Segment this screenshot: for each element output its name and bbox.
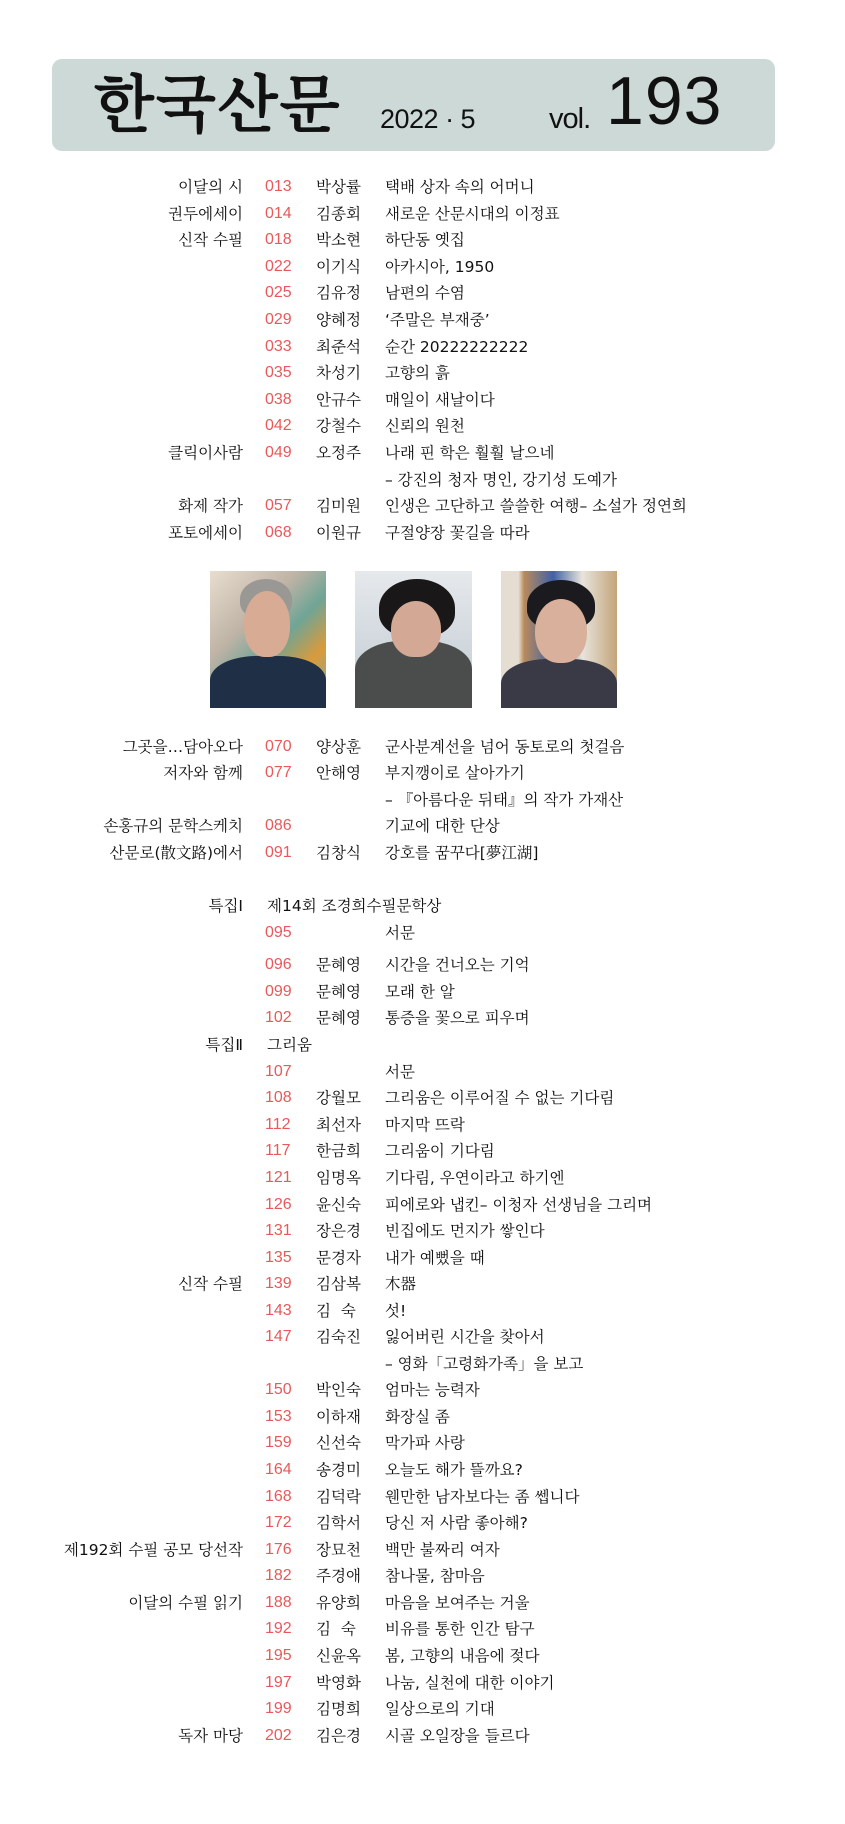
toc-subtitle-row bbox=[0, 788, 845, 812]
toc-author: 박영화 bbox=[316, 1674, 361, 1692]
toc-author: 주경애 bbox=[316, 1567, 361, 1585]
toc-author: 이원규 bbox=[316, 524, 361, 542]
toc-author: 박소현 bbox=[316, 231, 361, 249]
toc-row[interactable] bbox=[0, 414, 845, 438]
toc-page-number: 029 bbox=[265, 311, 292, 328]
toc-title: 빈집에도 먼지가 쌓인다 bbox=[385, 1222, 545, 1240]
toc-page-number: 176 bbox=[265, 1541, 292, 1558]
issue-date: 2022 · 5 bbox=[380, 104, 476, 134]
toc-title: 나래 핀 학은 훨훨 날으네 bbox=[385, 444, 555, 462]
toc-row[interactable] bbox=[0, 335, 845, 359]
toc-page-number: 035 bbox=[265, 364, 292, 381]
toc-author: 최준석 bbox=[316, 338, 361, 356]
toc-row[interactable] bbox=[0, 1060, 845, 1084]
toc-row[interactable] bbox=[0, 1139, 845, 1163]
toc-title: 봄, 고향의 내음에 젖다 bbox=[385, 1647, 540, 1665]
toc-page-number: 150 bbox=[265, 1381, 292, 1398]
toc-title: 강호를 꿈꾸다[夢江湖] bbox=[385, 844, 539, 862]
toc-page-number: 042 bbox=[265, 417, 292, 434]
toc-row[interactable] bbox=[0, 841, 845, 865]
toc-page-number: 049 bbox=[265, 444, 292, 461]
toc-row[interactable] bbox=[0, 494, 845, 518]
toc-row[interactable] bbox=[0, 441, 845, 465]
toc-title: 참나물, 참마음 bbox=[385, 1567, 485, 1585]
toc-author: 강월모 bbox=[316, 1089, 361, 1107]
toc-row[interactable] bbox=[0, 1538, 845, 1562]
toc-author: 김덕락 bbox=[316, 1488, 361, 1506]
toc-row[interactable] bbox=[0, 1246, 845, 1270]
toc-page-number: 164 bbox=[265, 1461, 292, 1478]
toc-title: 구절양장 꽃길을 따라 bbox=[385, 524, 530, 542]
toc-title: 서문 bbox=[385, 1063, 415, 1081]
toc-author: 장묘천 bbox=[316, 1541, 361, 1559]
toc-row[interactable] bbox=[0, 1644, 845, 1668]
toc-title: 당신 저 사람 좋아해? bbox=[385, 1514, 528, 1532]
toc-title: 마지막 뜨락 bbox=[385, 1116, 465, 1134]
toc-page-number: 070 bbox=[265, 738, 292, 755]
toc-row[interactable] bbox=[0, 1671, 845, 1695]
toc-page-number: 038 bbox=[265, 391, 292, 408]
toc-category: 포토에세이 bbox=[168, 524, 243, 542]
toc-row[interactable] bbox=[0, 1219, 845, 1243]
toc-author: 박인숙 bbox=[316, 1381, 361, 1399]
toc-author: 오정주 bbox=[316, 444, 361, 462]
toc-page-number: 168 bbox=[265, 1488, 292, 1505]
toc-title: 기교에 대한 단상 bbox=[385, 817, 500, 835]
toc-row[interactable] bbox=[0, 1564, 845, 1588]
toc-title: 순간 20222222222 bbox=[385, 338, 529, 356]
toc-title: 모래 한 알 bbox=[385, 983, 455, 1001]
toc-row[interactable] bbox=[0, 761, 845, 785]
toc-title: 군사분계선을 넘어 동토로의 첫걸음 bbox=[385, 738, 625, 756]
toc-author: 김은경 bbox=[316, 1727, 361, 1745]
toc-title: 고향의 흙 bbox=[385, 364, 450, 382]
toc-title: 마음을 보여주는 거울 bbox=[385, 1594, 530, 1612]
toc-title: 하단동 옛집 bbox=[385, 231, 465, 249]
toc-page-number: 192 bbox=[265, 1620, 292, 1637]
toc-author: 임명옥 bbox=[316, 1169, 361, 1187]
toc-title: 남편의 수염 bbox=[385, 284, 465, 302]
toc-row[interactable] bbox=[0, 1591, 845, 1615]
toc-page-number: 131 bbox=[265, 1222, 292, 1239]
toc-author: 신윤옥 bbox=[316, 1647, 361, 1665]
toc-author: 송경미 bbox=[316, 1461, 361, 1479]
toc-title: 서문 bbox=[385, 924, 415, 942]
toc-author: 양상훈 bbox=[316, 738, 361, 756]
toc-title: 나눔, 실천에 대한 이야기 bbox=[385, 1674, 555, 1692]
toc-row[interactable] bbox=[0, 921, 845, 945]
toc-category: 저자와 함께 bbox=[163, 764, 243, 782]
toc-row[interactable] bbox=[0, 1617, 845, 1641]
toc-title: 기다림, 우연이라고 하기엔 bbox=[385, 1169, 565, 1187]
toc-author: 김유정 bbox=[316, 284, 361, 302]
toc-title: ‘주말은 부재중’ bbox=[385, 311, 490, 329]
toc-author: 김학서 bbox=[316, 1514, 361, 1532]
toc-page-number: 197 bbox=[265, 1674, 292, 1691]
toc-author: 차성기 bbox=[316, 364, 361, 382]
toc-row[interactable] bbox=[0, 1086, 845, 1110]
toc-row[interactable] bbox=[0, 388, 845, 412]
toc-category: 신작 수필 bbox=[178, 231, 243, 249]
toc-author: 윤신숙 bbox=[316, 1196, 361, 1214]
toc-page-number: 159 bbox=[265, 1434, 292, 1451]
toc-page-number: 139 bbox=[265, 1275, 292, 1292]
toc-row[interactable] bbox=[0, 308, 845, 332]
toc-page-number: 202 bbox=[265, 1727, 292, 1744]
toc-page-number: 188 bbox=[265, 1594, 292, 1611]
toc-page-number: 108 bbox=[265, 1089, 292, 1106]
toc-author: 김삼복 bbox=[316, 1275, 361, 1293]
toc-row[interactable] bbox=[0, 1272, 845, 1296]
toc-author: 신선숙 bbox=[316, 1434, 361, 1452]
toc-author: 강철수 bbox=[316, 417, 361, 435]
toc-subtitle: – 『아름다운 뒤태』의 작가 가재산 bbox=[385, 791, 624, 809]
special-section-title: 제14회 조경희수필문학상 bbox=[267, 897, 442, 915]
toc-title: 매일이 새날이다 bbox=[385, 391, 495, 409]
toc-page-number: 014 bbox=[265, 205, 292, 222]
toc-row[interactable] bbox=[0, 281, 845, 305]
toc-title: 새로운 산문시대의 이정표 bbox=[385, 205, 560, 223]
toc-author: 안해영 bbox=[316, 764, 361, 782]
toc-title: 비유를 통한 인간 탐구 bbox=[385, 1620, 535, 1638]
toc-category: 특집Ⅰ bbox=[208, 897, 243, 915]
toc-page-number: 135 bbox=[265, 1249, 292, 1266]
toc-row[interactable] bbox=[0, 1405, 845, 1429]
toc-title: 오늘도 해가 뜰까요? bbox=[385, 1461, 523, 1479]
toc-title: 화장실 좀 bbox=[385, 1408, 450, 1426]
toc-page-number: 077 bbox=[265, 764, 292, 781]
author-photo-1 bbox=[210, 571, 326, 708]
toc-page-number: 112 bbox=[265, 1116, 291, 1133]
toc-row[interactable] bbox=[0, 1193, 845, 1217]
toc-category: 독자 마당 bbox=[178, 1727, 243, 1745]
toc-category: 권두에세이 bbox=[168, 205, 243, 223]
toc-title: 웬만한 남자보다는 좀 쎕니다 bbox=[385, 1488, 580, 1506]
author-photo-3 bbox=[501, 571, 617, 708]
toc-title: 막가파 사랑 bbox=[385, 1434, 465, 1452]
toc-category: 화제 작가 bbox=[178, 497, 243, 515]
toc-author: 이하재 bbox=[316, 1408, 361, 1426]
toc-row[interactable] bbox=[0, 1485, 845, 1509]
toc-title: 시골 오일장을 들르다 bbox=[385, 1727, 530, 1745]
toc-row[interactable] bbox=[0, 521, 845, 545]
toc-row[interactable] bbox=[0, 1113, 845, 1137]
toc-page-number: 199 bbox=[265, 1700, 292, 1717]
toc-author: 문혜영 bbox=[316, 983, 361, 1001]
toc-author: 김 숙 bbox=[316, 1620, 356, 1638]
toc-row[interactable] bbox=[0, 980, 845, 1004]
toc-title: 일상으로의 기대 bbox=[385, 1700, 495, 1718]
toc-row[interactable] bbox=[0, 1378, 845, 1402]
toc-subtitle: – 영화「고령화가족」을 보고 bbox=[385, 1355, 584, 1373]
toc-row[interactable] bbox=[0, 953, 845, 977]
toc-author: 최선자 bbox=[316, 1116, 361, 1134]
toc-page-number: 022 bbox=[265, 258, 292, 275]
toc-page-number: 086 bbox=[265, 817, 292, 834]
magazine-title: 한국산문 bbox=[94, 68, 342, 141]
toc-page-number: 195 bbox=[265, 1647, 292, 1664]
toc-title: 내가 예뻤을 때 bbox=[385, 1249, 485, 1267]
special-section-title: 그리움 bbox=[267, 1036, 312, 1054]
toc-row[interactable] bbox=[0, 361, 845, 385]
toc-author: 양혜정 bbox=[316, 311, 361, 329]
toc-row[interactable] bbox=[0, 1724, 845, 1748]
toc-row[interactable] bbox=[0, 1431, 845, 1455]
toc-category: 이달의 시 bbox=[178, 178, 243, 196]
toc-title: 엄마는 능력자 bbox=[385, 1381, 480, 1399]
toc-title: 섯! bbox=[385, 1302, 407, 1320]
toc-page-number: 121 bbox=[265, 1169, 292, 1186]
toc-subtitle-row bbox=[0, 1352, 845, 1376]
toc-row[interactable] bbox=[0, 1458, 845, 1482]
toc-title: 피에로와 냅킨– 이청자 선생님을 그리며 bbox=[385, 1196, 653, 1214]
toc-title: 인생은 고단하고 쓸쓸한 여행– 소설가 정연희 bbox=[385, 497, 687, 515]
toc-page-number: 107 bbox=[265, 1063, 292, 1080]
toc-title: 아카시아, 1950 bbox=[385, 258, 495, 276]
toc-title: 부지깽이로 살아가기 bbox=[385, 764, 525, 782]
author-photo-2 bbox=[355, 571, 472, 708]
special-section-header[interactable] bbox=[0, 894, 845, 918]
toc-author: 장은경 bbox=[316, 1222, 361, 1240]
toc-row[interactable] bbox=[0, 228, 845, 252]
toc-page-number: 095 bbox=[265, 924, 292, 941]
toc-page-number: 091 bbox=[265, 844, 292, 861]
toc-category: 손홍규의 문학스케치 bbox=[103, 817, 243, 835]
toc-category: 특집Ⅱ bbox=[205, 1036, 243, 1054]
special-section-header[interactable] bbox=[0, 1033, 845, 1057]
toc-page-number: 018 bbox=[265, 231, 292, 248]
toc-page-number: 096 bbox=[265, 956, 292, 973]
toc-title: 택배 상자 속의 어머니 bbox=[385, 178, 535, 196]
toc-row[interactable] bbox=[0, 1299, 845, 1323]
toc-page-number: 068 bbox=[265, 524, 292, 541]
toc-category: 그곳을…담아오다 bbox=[122, 738, 243, 756]
toc-category: 클릭이사람 bbox=[168, 444, 243, 462]
magazine-header-banner bbox=[52, 59, 775, 151]
toc-row[interactable] bbox=[0, 1325, 845, 1349]
toc-category: 신작 수필 bbox=[178, 1275, 243, 1293]
toc-title: 그리움이 기다림 bbox=[385, 1142, 495, 1160]
volume-number: 193 bbox=[606, 63, 723, 139]
toc-author: 김종회 bbox=[316, 205, 361, 223]
toc-row[interactable] bbox=[0, 735, 845, 759]
toc-page-number: 057 bbox=[265, 497, 292, 514]
toc-row[interactable] bbox=[0, 1006, 845, 1030]
volume-label: vol. bbox=[549, 103, 591, 135]
toc-category: 이달의 수필 읽기 bbox=[128, 1594, 243, 1612]
toc-row[interactable] bbox=[0, 255, 845, 279]
toc-author: 한금희 bbox=[316, 1142, 361, 1160]
toc-author: 김숙진 bbox=[316, 1328, 361, 1346]
toc-page-number: 117 bbox=[265, 1142, 291, 1159]
toc-subtitle: – 강진의 청자 명인, 강기성 도예가 bbox=[385, 471, 617, 489]
toc-page-number: 153 bbox=[265, 1408, 292, 1425]
toc-author: 문혜영 bbox=[316, 1009, 361, 1027]
toc-title: 시간을 건너오는 기억 bbox=[385, 956, 530, 974]
toc-author: 김 숙 bbox=[316, 1302, 356, 1320]
toc-author: 김미원 bbox=[316, 497, 361, 515]
toc-row[interactable] bbox=[0, 1511, 845, 1535]
toc-page-number: 172 bbox=[265, 1514, 292, 1531]
toc-page-number: 033 bbox=[265, 338, 292, 355]
toc-author: 김창식 bbox=[316, 844, 361, 862]
toc-title: 백만 불짜리 여자 bbox=[385, 1541, 500, 1559]
toc-page-number: 025 bbox=[265, 284, 292, 301]
toc-category: 제192회 수필 공모 당선작 bbox=[63, 1541, 243, 1559]
toc-author: 김명희 bbox=[316, 1700, 361, 1718]
toc-page-number: 102 bbox=[265, 1009, 292, 1026]
toc-page-number: 182 bbox=[265, 1567, 292, 1584]
toc-page-number: 126 bbox=[265, 1196, 292, 1213]
toc-category: 산문로(散文路)에서 bbox=[109, 844, 243, 862]
toc-title: 신뢰의 원천 bbox=[385, 417, 465, 435]
toc-subtitle-row bbox=[0, 468, 845, 492]
toc-author: 이기식 bbox=[316, 258, 361, 276]
toc-page-number: 013 bbox=[265, 178, 292, 195]
toc-row[interactable] bbox=[0, 814, 845, 838]
toc-author: 유양희 bbox=[316, 1594, 361, 1612]
toc-row[interactable] bbox=[0, 1697, 845, 1721]
toc-author: 안규수 bbox=[316, 391, 361, 409]
toc-page-number: 147 bbox=[265, 1328, 292, 1345]
toc-row[interactable] bbox=[0, 1166, 845, 1190]
toc-title: 통증을 꽃으로 피우며 bbox=[385, 1009, 530, 1027]
toc-title: 木器 bbox=[385, 1275, 417, 1293]
toc-row[interactable] bbox=[0, 202, 845, 226]
toc-author: 문경자 bbox=[316, 1249, 361, 1267]
toc-author: 박상률 bbox=[316, 178, 361, 196]
toc-page-number: 143 bbox=[265, 1302, 292, 1319]
toc-row[interactable] bbox=[0, 175, 845, 199]
toc-title: 잃어버린 시간을 찾아서 bbox=[385, 1328, 545, 1346]
toc-page-number: 099 bbox=[265, 983, 292, 1000]
toc-author: 문혜영 bbox=[316, 956, 361, 974]
toc-title: 그리움은 이루어질 수 없는 기다림 bbox=[385, 1089, 615, 1107]
